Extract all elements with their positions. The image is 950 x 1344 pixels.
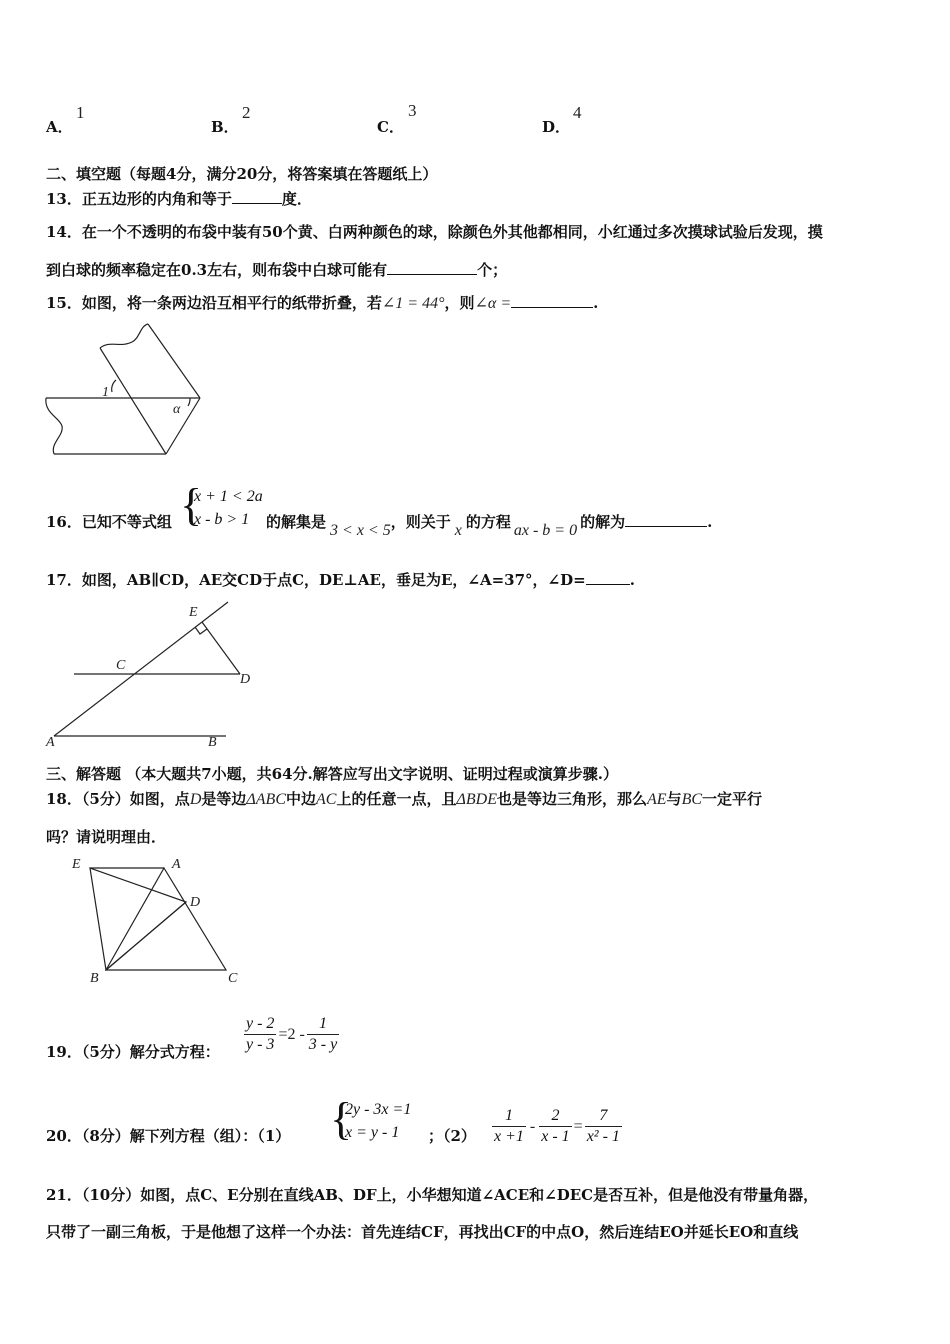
q14-tail: 个；: [477, 261, 508, 279]
fold-left-edge: [100, 348, 166, 454]
question-13: [46, 188, 312, 209]
answer-blank: [625, 512, 707, 527]
question-19: 19．（5分）解分式方程：: [46, 1043, 220, 1061]
q18-figure: [66, 850, 256, 990]
q20-system-line-1: 2y - 3x =1: [345, 1101, 412, 1118]
right-angle-mark: [195, 627, 207, 634]
q18-p6: 与: [666, 790, 682, 808]
option-b-letter: B．: [211, 118, 239, 136]
q16-var: x: [454, 522, 462, 539]
line-de: [202, 622, 240, 674]
label-c: C: [228, 971, 238, 986]
question-17: [46, 569, 635, 590]
option-d-letter: D．: [542, 118, 571, 136]
q20-equation-2: [492, 1106, 622, 1147]
q15-tail: .: [593, 294, 599, 312]
q19-fraction-2: [307, 1014, 339, 1055]
q18-p4: 上的任意一点，且: [336, 790, 457, 808]
q18-d: D: [189, 791, 202, 808]
q17-figure: [40, 596, 270, 748]
q20-den-1: x +1: [494, 1128, 524, 1145]
segment-bd: [106, 902, 186, 970]
q16-mid1: 的解集是: [266, 513, 327, 531]
label-a: A: [172, 857, 181, 872]
label-b: B: [208, 735, 217, 748]
q16-system-line-2: x - b > 1: [194, 511, 250, 528]
option-c-letter: C．: [377, 118, 404, 136]
q20-num-2: 2: [539, 1106, 571, 1127]
question-18-line-2: 吗？请说明理由．: [46, 828, 167, 846]
q20-den-3: x² - 1: [586, 1128, 620, 1145]
q18-p3: 中边: [286, 790, 317, 808]
option-a-letter: A．: [46, 118, 73, 136]
label-d: D: [240, 672, 251, 687]
label-e: E: [189, 605, 198, 620]
q20-system-line-2: x = y - 1: [345, 1124, 400, 1141]
q16-mid4: 的解为: [580, 513, 626, 531]
q14-text: 到白球的频率稳定在0.3左右，则布袋中白球可能有: [46, 261, 388, 279]
q20-system: [345, 1098, 411, 1144]
answer-blank: [387, 260, 477, 275]
q17-text: 17．如图，AB∥CD，AE交CD于点C，DE⊥AE，垂足为E，∠A=37°，∠D=: [46, 571, 586, 589]
q15-figure: [40, 318, 220, 458]
angle-alpha-label: α: [173, 402, 181, 417]
triangle-bde: [90, 868, 186, 970]
q19-num-1: y - 2: [244, 1014, 276, 1035]
option-a-value: 1: [76, 103, 85, 122]
angle-alpha-arc: [188, 398, 190, 406]
q18-bc: BC: [681, 791, 703, 808]
q18-tri2: ΔBDE: [456, 791, 497, 808]
answer-blank: [511, 293, 593, 308]
option-c-value: 3: [408, 101, 417, 120]
option-d-value: 4: [573, 103, 582, 122]
q13-text: 13．正五边形的内角和等于: [46, 190, 232, 208]
q18-ac: AC: [316, 791, 337, 808]
q20-equals: =: [573, 1118, 583, 1135]
fold-diagonal: [166, 398, 200, 454]
q15-angle1: ∠1 = 44°: [381, 295, 445, 312]
q20-den-2: x - 1: [541, 1128, 570, 1145]
q16-range: 3 < x < 5: [330, 522, 391, 539]
q18-p7: 一定平行: [702, 790, 763, 808]
q20-num-1: 1: [492, 1106, 526, 1127]
q16-equation: ax - b = 0: [513, 522, 578, 539]
q19-den-2: 3 - y: [308, 1036, 338, 1053]
question-16-rest: [266, 511, 713, 539]
q15-alpha: ∠α =: [474, 295, 512, 312]
q15-mid: ，则: [444, 294, 475, 312]
question-21-line-1: 21．（10分）如图，点C、E分别在直线AB、DF上，小华想知道∠ACE和∠DEC是否互补，但是他没有带量角器，: [46, 1186, 819, 1204]
label-e: E: [72, 857, 81, 872]
label-a: A: [46, 735, 55, 748]
q17-tail: .: [629, 571, 635, 589]
q20-fraction-2: [539, 1106, 571, 1147]
answer-blank: [586, 570, 630, 585]
question-20: 20．（8分）解下列方程（组）：（1）: [46, 1127, 291, 1145]
q16-mid2: ，则关于: [390, 513, 451, 531]
q16-system-line-1: x + 1 < 2a: [194, 488, 263, 505]
question-18-line-1: [46, 788, 762, 809]
question-21-line-2: 只带了一副三角板，于是他想了这样一个办法：首先连结CF，再找出CF的中点O，然后连结EO并延长EO和直线: [46, 1223, 799, 1241]
q16-system: [194, 485, 263, 531]
answer-blank: [232, 189, 282, 204]
angle-1-label: 1: [102, 385, 109, 400]
question-15: [46, 292, 598, 313]
label-d: D: [190, 895, 201, 910]
q16-mid3: 的方程: [465, 513, 511, 531]
q16-tail: .: [707, 513, 713, 531]
fold-right-edge: [148, 324, 200, 398]
question-14-line-1: 14．在一个不透明的布袋中装有50个黄、白两种颜色的球，除颜色外其他都相同，小红通过多次摸球试验后发现，摸: [46, 223, 823, 241]
q19-den-1: y - 3: [246, 1036, 275, 1053]
strip-left-wave: [46, 398, 62, 454]
q20-minus: -: [529, 1118, 536, 1135]
q20-separator: ；（2）: [428, 1127, 476, 1145]
label-b: B: [90, 971, 99, 986]
q18-p1: 18．（5分）如图，点: [46, 790, 190, 808]
section-2-heading: 二、填空题（每题4分，满分20分，将答案填在答题纸上）: [46, 165, 438, 183]
q16-brace: {: [180, 479, 203, 530]
fold-top-wave: [100, 324, 148, 348]
q13-tail: 度．: [281, 190, 312, 208]
q20-brace: {: [330, 1093, 353, 1144]
q15-text: 15．如图，将一条两边沿互相平行的纸带折叠，若: [46, 294, 382, 312]
q18-p2: 是等边: [201, 790, 247, 808]
q19-fraction-1: [244, 1014, 276, 1055]
q20-fraction-3: [585, 1106, 622, 1147]
option-b-value: 2: [242, 103, 251, 122]
q19-equation: [244, 1014, 339, 1055]
q18-p5: 也是等边三角形，那么: [496, 790, 647, 808]
question-14-line-2: [46, 259, 507, 280]
q20-num-3: 7: [585, 1106, 622, 1127]
q19-num-2: 1: [307, 1014, 339, 1035]
label-c: C: [116, 658, 126, 673]
angle-1-arc: [112, 380, 116, 392]
q20-fraction-1: [492, 1106, 526, 1147]
q19-mid: =2 -: [278, 1026, 305, 1043]
section-3-heading: 三、解答题 （本大题共7小题，共64分.解答应写出文字说明、证明过程或演算步骤.）: [46, 765, 618, 783]
question-16-pre: 16．已知不等式组: [46, 513, 172, 531]
q18-tri1: ΔABC: [246, 791, 286, 808]
q18-ae: AE: [647, 791, 667, 808]
